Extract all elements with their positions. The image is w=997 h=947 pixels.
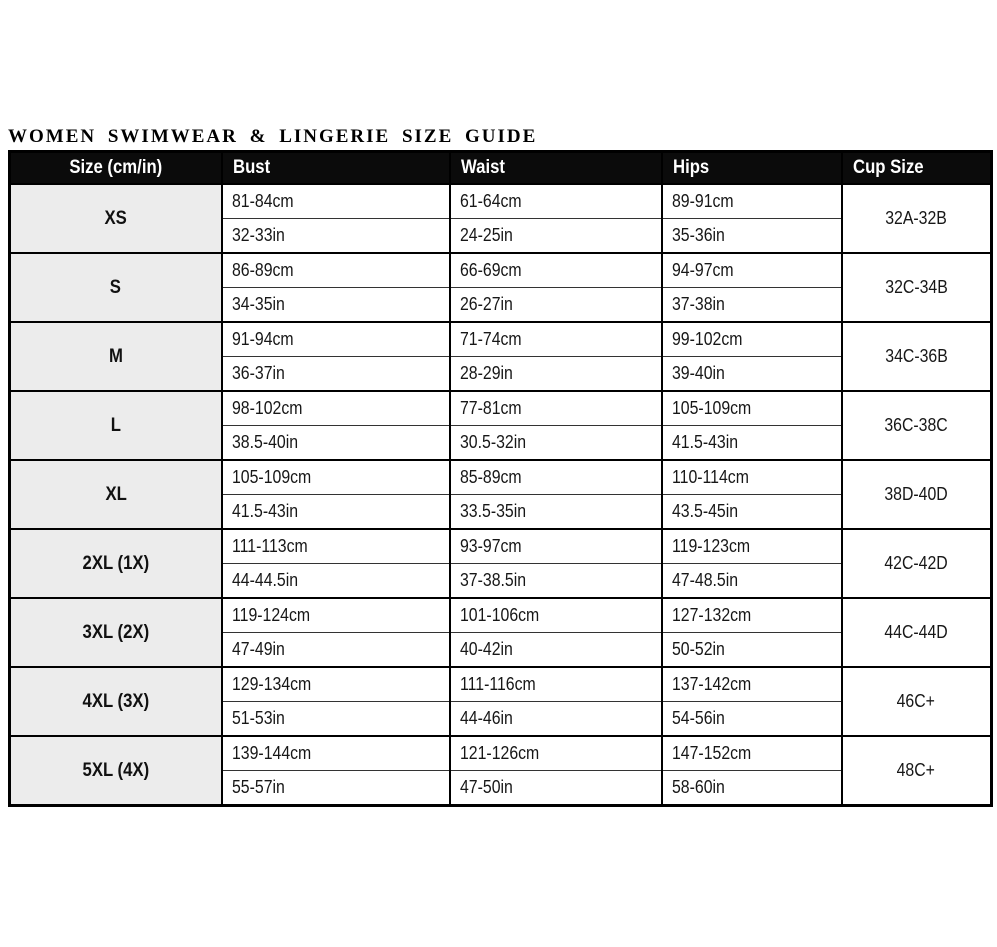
waist-in-cell bbox=[450, 633, 662, 668]
size-group-label bbox=[10, 391, 222, 460]
waist-in-cell bbox=[450, 357, 662, 392]
hips-cm-cell bbox=[662, 322, 842, 357]
cell-value: 4XL (3X) bbox=[82, 690, 150, 712]
size-guide-table bbox=[8, 150, 993, 807]
size-group-label bbox=[10, 667, 222, 736]
cell-value: 111-113cm bbox=[231, 536, 308, 556]
hips-cm-cell bbox=[662, 667, 842, 702]
header-label: Cup Size bbox=[852, 157, 924, 178]
cell-value: 119-123cm bbox=[671, 536, 750, 556]
cell-value: 36C-38C bbox=[884, 415, 948, 435]
bust-in-cell bbox=[222, 495, 450, 530]
header-waist bbox=[450, 152, 662, 185]
waist-cm-cell bbox=[450, 736, 662, 771]
cell-value: 127-132cm bbox=[671, 605, 751, 625]
cell-value: 101-106cm bbox=[459, 605, 539, 625]
cup-size-cell bbox=[842, 322, 992, 391]
header-size bbox=[10, 152, 222, 185]
waist-in-cell bbox=[450, 564, 662, 599]
cell-value: 86-89cm bbox=[231, 260, 294, 280]
cell-value: 3XL (2X) bbox=[82, 621, 150, 643]
cell-value: 30.5-32in bbox=[459, 432, 526, 452]
hips-cm-cell bbox=[662, 529, 842, 564]
cell-value: 40-42in bbox=[459, 639, 513, 659]
cell-value: 91-94cm bbox=[231, 329, 294, 349]
table-row bbox=[10, 667, 992, 702]
header-cup bbox=[842, 152, 992, 185]
waist-in-cell bbox=[450, 702, 662, 737]
hips-in-cell bbox=[662, 633, 842, 668]
cell-value: 28-29in bbox=[459, 363, 513, 383]
waist-cm-cell bbox=[450, 598, 662, 633]
hips-in-cell bbox=[662, 495, 842, 530]
bust-in-cell bbox=[222, 288, 450, 323]
cell-value: XS bbox=[104, 207, 127, 229]
bust-cm-cell bbox=[222, 460, 450, 495]
cell-value: 41.5-43in bbox=[671, 432, 738, 452]
hips-in-cell bbox=[662, 771, 842, 806]
waist-in-cell bbox=[450, 495, 662, 530]
table-row bbox=[10, 322, 992, 357]
hips-cm-cell bbox=[662, 598, 842, 633]
header-label: Bust bbox=[232, 157, 270, 178]
cell-value: 47-48.5in bbox=[671, 570, 738, 590]
cell-value: 44-46in bbox=[459, 708, 513, 728]
cell-value: 139-144cm bbox=[231, 743, 311, 763]
table-row bbox=[10, 460, 992, 495]
cell-value: 43.5-45in bbox=[671, 501, 738, 521]
size-group-label bbox=[10, 598, 222, 667]
waist-in-cell bbox=[450, 426, 662, 461]
waist-in-cell bbox=[450, 288, 662, 323]
cell-value: 34-35in bbox=[231, 294, 285, 314]
cell-value: 89-91cm bbox=[671, 191, 734, 211]
bust-in-cell bbox=[222, 357, 450, 392]
cell-value: 38D-40D bbox=[884, 484, 948, 504]
cell-value: 35-36in bbox=[671, 225, 725, 245]
hips-in-cell bbox=[662, 426, 842, 461]
cell-value: 24-25in bbox=[459, 225, 513, 245]
header-label: Hips bbox=[672, 157, 709, 178]
header-row bbox=[10, 152, 992, 185]
cell-value: 41.5-43in bbox=[231, 501, 298, 521]
waist-in-cell bbox=[450, 771, 662, 806]
size-group-label bbox=[10, 460, 222, 529]
cell-value: M bbox=[108, 345, 123, 367]
bust-cm-cell bbox=[222, 184, 450, 219]
cell-value: 85-89cm bbox=[459, 467, 522, 487]
hips-cm-cell bbox=[662, 460, 842, 495]
cup-size-cell bbox=[842, 667, 992, 736]
cell-value: 98-102cm bbox=[231, 398, 302, 418]
cell-value: 37-38.5in bbox=[459, 570, 526, 590]
cell-value: 47-50in bbox=[459, 777, 513, 797]
cup-size-cell bbox=[842, 736, 992, 806]
cell-value: 110-114cm bbox=[671, 467, 749, 487]
cell-value: 26-27in bbox=[459, 294, 513, 314]
cup-size-cell bbox=[842, 529, 992, 598]
waist-cm-cell bbox=[450, 253, 662, 288]
header-label: Waist bbox=[460, 157, 505, 178]
size-group-label bbox=[10, 736, 222, 806]
table-row bbox=[10, 253, 992, 288]
bust-in-cell bbox=[222, 219, 450, 254]
hips-in-cell bbox=[662, 357, 842, 392]
waist-cm-cell bbox=[450, 184, 662, 219]
cup-size-cell bbox=[842, 460, 992, 529]
waist-cm-cell bbox=[450, 460, 662, 495]
cell-value: 71-74cm bbox=[459, 329, 522, 349]
table-row bbox=[10, 184, 992, 219]
cell-value: 111-116cm bbox=[459, 674, 536, 694]
cell-value: 38.5-40in bbox=[231, 432, 298, 452]
bust-cm-cell bbox=[222, 529, 450, 564]
header-bust bbox=[222, 152, 450, 185]
header-hips bbox=[662, 152, 842, 185]
cell-value: 137-142cm bbox=[671, 674, 751, 694]
hips-cm-cell bbox=[662, 391, 842, 426]
hips-in-cell bbox=[662, 564, 842, 599]
cell-value: 93-97cm bbox=[459, 536, 522, 556]
bust-in-cell bbox=[222, 633, 450, 668]
cell-value: 2XL (1X) bbox=[82, 552, 150, 574]
cell-value: 34C-36B bbox=[884, 346, 948, 366]
cell-value: 66-69cm bbox=[459, 260, 522, 280]
bust-cm-cell bbox=[222, 391, 450, 426]
cup-size-cell bbox=[842, 253, 992, 322]
cell-value: XL bbox=[105, 483, 127, 505]
waist-cm-cell bbox=[450, 667, 662, 702]
cell-value: 44C-44D bbox=[884, 622, 948, 642]
cell-value: 54-56in bbox=[671, 708, 725, 728]
bust-in-cell bbox=[222, 702, 450, 737]
cell-value: 77-81cm bbox=[459, 398, 522, 418]
table-row bbox=[10, 391, 992, 426]
cell-value: 105-109cm bbox=[671, 398, 751, 418]
bust-in-cell bbox=[222, 564, 450, 599]
cell-value: 33.5-35in bbox=[459, 501, 526, 521]
size-group-label bbox=[10, 253, 222, 322]
cell-value: 42C-42D bbox=[884, 553, 948, 573]
cell-value: 48C+ bbox=[897, 760, 936, 780]
cell-value: 51-53in bbox=[231, 708, 285, 728]
bust-cm-cell bbox=[222, 598, 450, 633]
cup-size-cell bbox=[842, 391, 992, 460]
size-group-label bbox=[10, 184, 222, 253]
bust-cm-cell bbox=[222, 253, 450, 288]
hips-in-cell bbox=[662, 702, 842, 737]
cell-value: 58-60in bbox=[671, 777, 725, 797]
cell-value: 119-124cm bbox=[231, 605, 310, 625]
header-label: Size (cm/in) bbox=[69, 157, 163, 178]
cell-value: 129-134cm bbox=[231, 674, 311, 694]
cell-value: 94-97cm bbox=[671, 260, 734, 280]
bust-cm-cell bbox=[222, 736, 450, 771]
hips-in-cell bbox=[662, 219, 842, 254]
cell-value: 105-109cm bbox=[231, 467, 311, 487]
waist-in-cell bbox=[450, 219, 662, 254]
cell-value: 32A-32B bbox=[885, 208, 948, 228]
cell-value: 61-64cm bbox=[459, 191, 522, 211]
table-row bbox=[10, 598, 992, 633]
cup-size-cell bbox=[842, 184, 992, 253]
cell-value: 39-40in bbox=[671, 363, 725, 383]
bust-cm-cell bbox=[222, 322, 450, 357]
cell-value: 44-44.5in bbox=[231, 570, 298, 590]
bust-in-cell bbox=[222, 426, 450, 461]
size-group-label bbox=[10, 322, 222, 391]
bust-in-cell bbox=[222, 771, 450, 806]
bust-cm-cell bbox=[222, 667, 450, 702]
hips-cm-cell bbox=[662, 184, 842, 219]
cell-value: 5XL (4X) bbox=[82, 759, 150, 781]
page-title: WOMEN SWIMWEAR & LINGERIE SIZE GUIDE bbox=[8, 126, 538, 147]
hips-cm-cell bbox=[662, 253, 842, 288]
table-row bbox=[10, 736, 992, 771]
cell-value: 36-37in bbox=[231, 363, 285, 383]
cell-value: 99-102cm bbox=[671, 329, 742, 349]
cell-value: 55-57in bbox=[231, 777, 285, 797]
table-row bbox=[10, 529, 992, 564]
hips-cm-cell bbox=[662, 736, 842, 771]
waist-cm-cell bbox=[450, 529, 662, 564]
cell-value: 32-33in bbox=[231, 225, 285, 245]
cell-value: 121-126cm bbox=[459, 743, 539, 763]
size-group-label bbox=[10, 529, 222, 598]
waist-cm-cell bbox=[450, 322, 662, 357]
cell-value: 81-84cm bbox=[231, 191, 294, 211]
cell-value: 37-38in bbox=[671, 294, 725, 314]
cell-value: 147-152cm bbox=[671, 743, 751, 763]
cell-value: 32C-34B bbox=[884, 277, 948, 297]
cup-size-cell bbox=[842, 598, 992, 667]
waist-cm-cell bbox=[450, 391, 662, 426]
cell-value: L bbox=[110, 414, 121, 436]
cell-value: 47-49in bbox=[231, 639, 285, 659]
hips-in-cell bbox=[662, 288, 842, 323]
cell-value: 46C+ bbox=[897, 691, 936, 711]
cell-value: 50-52in bbox=[671, 639, 725, 659]
cell-value: S bbox=[110, 276, 122, 298]
